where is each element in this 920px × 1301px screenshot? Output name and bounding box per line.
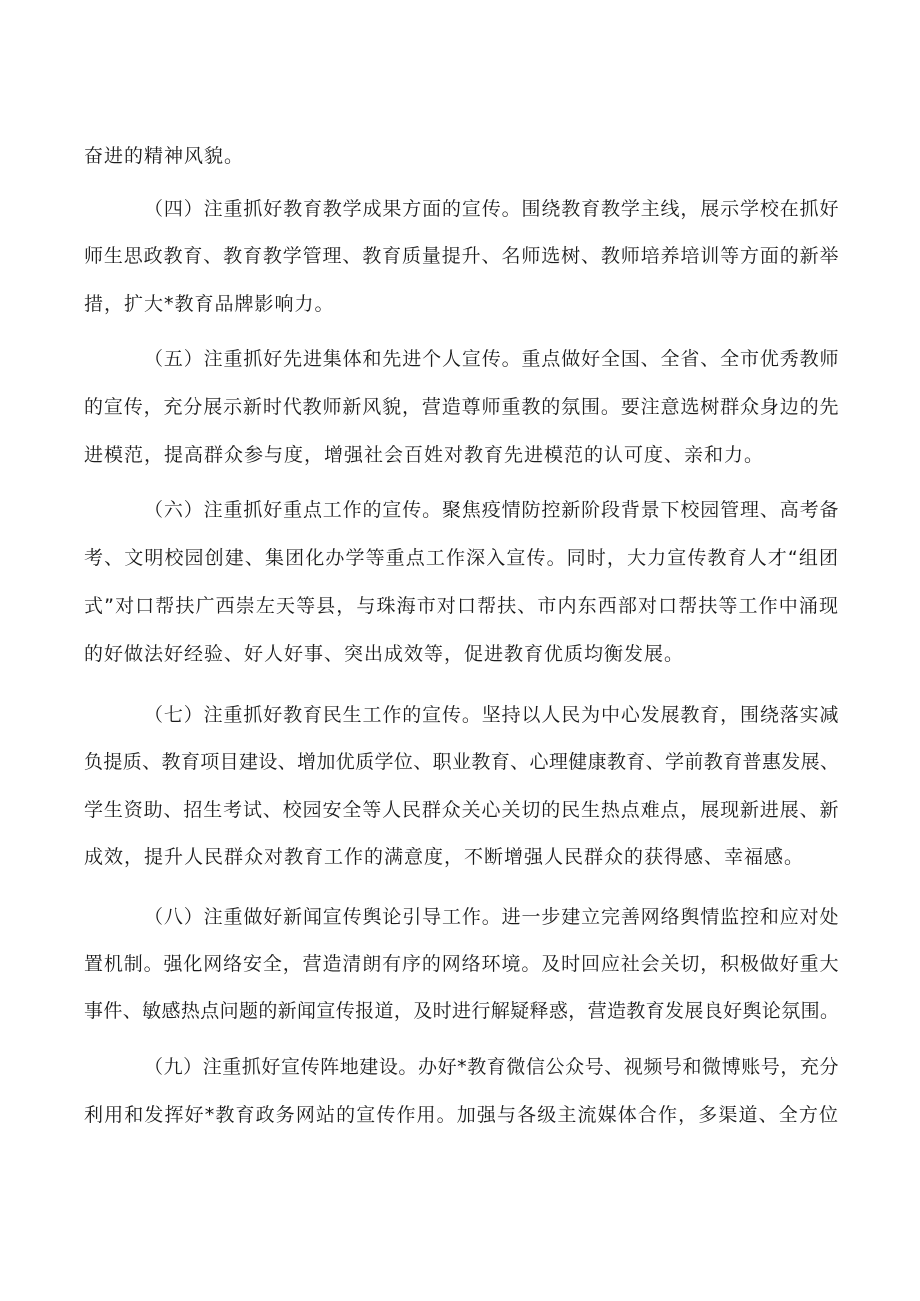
- paragraph-5-line-1: （五）注重抓好先进集体和先进个人宣传。重点做好全国、全省、全市优秀教师: [144, 348, 839, 370]
- text-line: 进模范，提高群众参与度，增强社会百姓对教育先进模范的认可度、亲和力。: [84, 444, 765, 466]
- text-line: 师生思政教育、教育教学管理、教育质量提升、名师选树、教师培养培训等方面的新举: [84, 245, 839, 267]
- paragraph-8-line-1: （八）注重做好新闻宣传舆论引导工作。进一步建立完善网络舆情监控和应对处: [144, 906, 839, 928]
- text-line: 学生资助、招生考试、校园安全等人民群众关心关切的民生热点难点，展现新进展、新: [84, 799, 839, 821]
- text-line: 措，扩大*教育品牌影响力。: [84, 293, 335, 315]
- paragraph-9-line-1: （九）注重抓好宣传阵地建设。办好*教育微信公众号、视频号和微博账号，充分: [144, 1056, 839, 1078]
- text-line: 成效，提升人民群众对教育工作的满意度，不断增强人民群众的获得感、幸福感。: [84, 846, 805, 868]
- text-line: 奋进的精神风貌。: [84, 145, 245, 167]
- paragraph-6-line-1: （六）注重抓好重点工作的宣传。聚焦疫情防控新阶段背景下校园管理、高考备: [144, 499, 839, 521]
- text-line: 利用和发挥好*教育政务网站的宣传作用。加强与各级主流媒体合作，多渠道、全方位: [84, 1104, 839, 1126]
- text-line: 的宣传，充分展示新时代教师新风貌，营造尊师重教的氛围。要注意选树群众身边的先: [84, 396, 839, 418]
- paragraph-7-line-1: （七）注重抓好教育民生工作的宣传。坚持以人民为中心发展教育，围绕落实减: [144, 704, 839, 726]
- text-line: 式”对口帮扶广西崇左天等县，与珠海市对口帮扶、市内东西部对口帮扶等工作中涌现: [84, 595, 839, 617]
- paragraph-4-line-1: （四）注重抓好教育教学成果方面的宣传。围绕教育教学主线，展示学校在抓好: [144, 198, 839, 220]
- text-line: 置机制。强化网络安全，营造清朗有序的网络环境。及时回应社会关切，积极做好重大: [84, 953, 839, 975]
- text-line: 考、文明校园创建、集团化办学等重点工作深入宣传。同时，大力宣传教育人才“组团: [84, 547, 839, 569]
- text-line: 负提质、教育项目建设、增加优质学位、职业教育、心理健康教育、学前教育普惠发展、: [84, 751, 839, 773]
- text-line: 事件、敏感热点问题的新闻宣传报道，及时进行解疑释惑，营造教育发展良好舆论氛围。: [84, 1000, 839, 1022]
- text-line: 的好做法好经验、好人好事、突出成效等，促进教育优质均衡发展。: [84, 643, 685, 665]
